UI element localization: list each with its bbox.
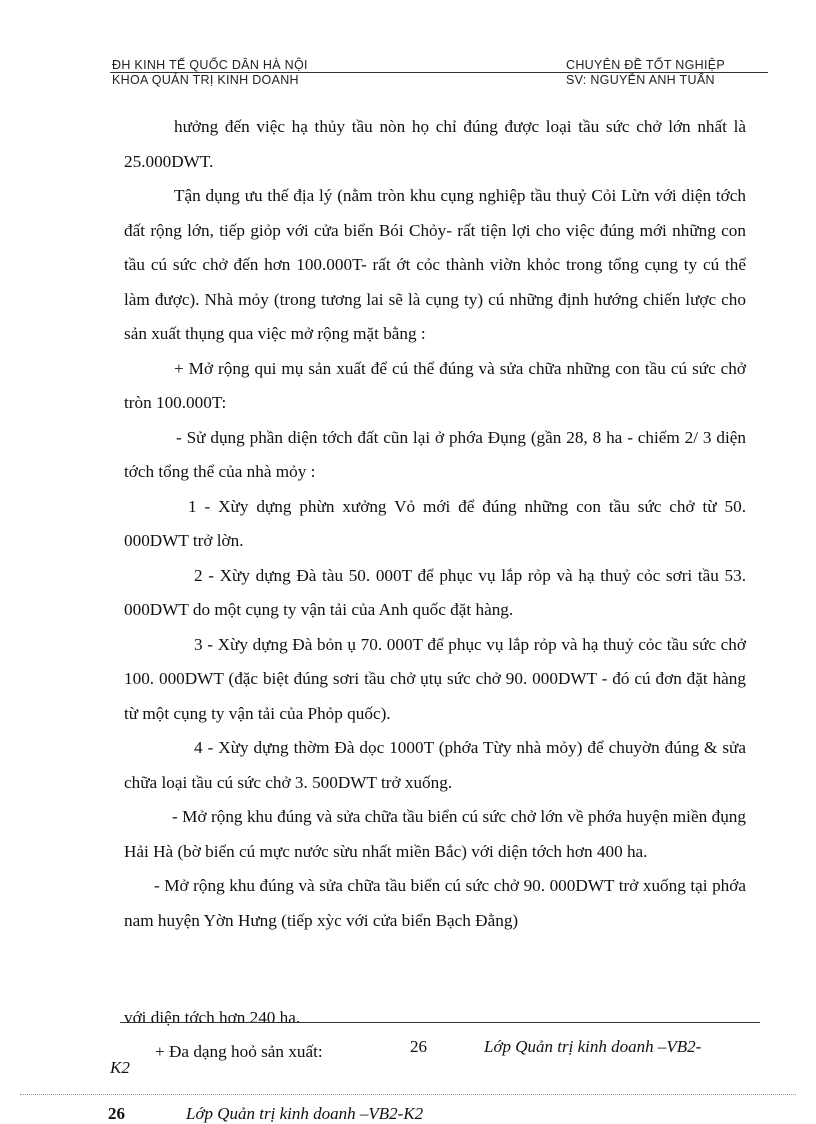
- paragraph-1: hưởng đến việc hạ thủy tầu nòn họ chỉ đúng được loại tầu sức chở lớn nhất là 25.000DWT.: [124, 117, 746, 171]
- footer-class-name: Lớp Quản trị kinh doanh –VB2-K2: [186, 1104, 424, 1123]
- paragraph-3: + Mở rộng qui mụ sản xuất để cú thể đúng và sửa chữa những con tầu cú sức chở tròn 100.000T:: [124, 358, 746, 412]
- footer-page-number: 26: [108, 1104, 125, 1123]
- overlap-body-text: + Đa dạng hoỏ sản xuất:: [155, 1042, 323, 1061]
- paragraph-8: 4 - Xừy dựng thờm Đà dọc 1000T (phớa Từy nhà mỏy) để chuyờn đúng & sửa chữa loại tầu cú sức chở 3. 500DWT trở xuống.: [124, 738, 746, 792]
- paragraph-2: Tận dụng ưu thế địa lý (nằm tròn khu cụng nghiệp tầu thuỷ Cỏi Lừn với diện tớch đất rộng lớn, tiếp giỏp với cửa biển Bói Chỏy- rất tiện lợi cho việc đúng mới những con tầu cú sức chở đến hơn 100.000T- rất ớt cỏc thành viờn khỏc trong tổng cụng ty cú thể làm được). Nhà mỏy (trong tương lai sẽ là cụng ty) cú những định hướng chiến lược cho sản xuất thụng qua việc mở rộng mặt bằng :: [124, 186, 746, 343]
- header-faculty: KHOA QUẢN TRỊ KINH DOANH: [112, 73, 299, 87]
- document-body: [124, 110, 746, 938]
- overlap-page-number: 26: [410, 1037, 427, 1056]
- paragraph-10-last-line: với diện tớch hơn 240 ha.: [124, 1008, 301, 1027]
- header-thesis-title: CHUYÊN ĐỀ TỐT NGHIỆP: [566, 58, 726, 72]
- page-break-rule: [120, 1022, 760, 1023]
- paragraph-5: 1 - Xừy dựng phừn xưởng Vỏ mới để đúng những con tầu sức chở từ 50. 000DWT trở lờn.: [124, 496, 746, 550]
- header-university: ĐH KINH TẾ QUỐC DÂN HÀ NỘI: [112, 58, 308, 72]
- footer-dotted-rule: [20, 1094, 796, 1095]
- paragraph-9: - Mở rộng khu đúng và sửa chữa tầu biển cú sức chở lớn về phớa huyện miền đụng Hải Hà (bờ biển cú mực nước sừu nhất miền Bắc) với diện tớch hơn 400 ha.: [124, 807, 746, 861]
- header-student: SV: NGUYỄN ANH TUẤN: [566, 73, 715, 87]
- overlap-class-suffix: K2: [110, 1058, 130, 1077]
- overlap-class-name: Lớp Quản trị kinh doanh –VB2-: [484, 1037, 702, 1056]
- header-rule: [110, 72, 768, 73]
- paragraph-6: 2 - Xừy dựng Đà tàu 50. 000T để phục vụ lắp rỏp và hạ thuỷ cỏc sơri tầu 53. 000DWT do một cụng ty vận tải của Anh quốc đặt hàng.: [124, 565, 746, 619]
- paragraph-4: - Sử dụng phần diện tớch đất cũn lại ở phớa Đụng (gần 28, 8 ha - chiếm 2/ 3 diện tớch tổng thể của nhà mỏy :: [124, 427, 746, 481]
- paragraph-7: 3 - Xừy dựng Đà bỏn ụ 70. 000T để phục vụ lắp rỏp và hạ thuỷ cỏc tầu sức chở 100. 000DWT (đặc biệt đúng sơri tầu chở ụtụ sức chở 90. 000DWT - đó cú đơn đặt hàng từ một cụng ty vận tải của Phỏp quốc).: [124, 634, 746, 723]
- paragraph-10: - Mở rộng khu đúng và sửa chữa tầu biển cú sức chở 90. 000DWT trở xuống tại phớa nam huyện Yờn Hưng (tiếp xỳc với cửa biển Bạch Đằng): [124, 876, 746, 930]
